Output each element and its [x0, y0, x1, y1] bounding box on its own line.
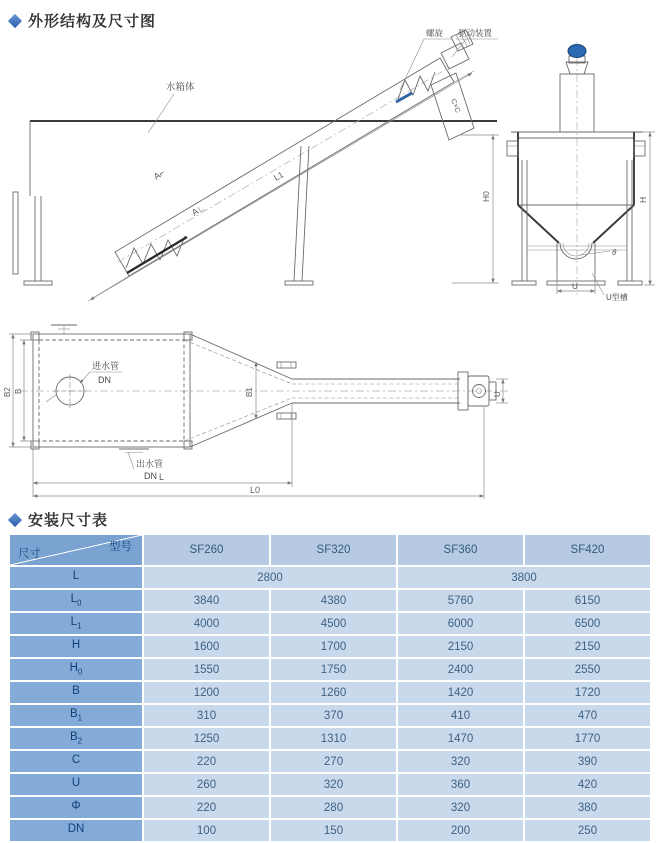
- table-cell: 280: [271, 797, 396, 818]
- row-label: $H_0$: [10, 659, 142, 680]
- row-label: H: [10, 636, 142, 657]
- row-label: $L_1$: [10, 613, 142, 634]
- table-row: [10, 705, 650, 726]
- column-header-sf420: SF420: [525, 535, 650, 565]
- chute-dim-label: C×C: [449, 98, 461, 114]
- theta-label: θ: [612, 248, 617, 257]
- corner-dim-label: 尺寸: [18, 548, 41, 560]
- table-cell: 470: [525, 705, 650, 726]
- middle-foot-plate: [285, 281, 313, 285]
- dim-h0: [452, 135, 499, 283]
- table-cell: 220: [144, 751, 269, 772]
- plan-view: [3, 325, 508, 499]
- b-label: B: [14, 388, 23, 394]
- row-label: $B_1$: [10, 705, 142, 726]
- table-cell: 2550: [525, 659, 650, 680]
- column-header-sf260: SF260: [144, 535, 269, 565]
- section-mark-a1: A⌐: [151, 167, 167, 182]
- l0-label: L0: [250, 485, 261, 495]
- table-row: [10, 682, 650, 703]
- table-cell: 2800: [144, 567, 396, 588]
- column-header-sf360: SF360: [398, 535, 523, 565]
- table-cell: 2150: [525, 636, 650, 657]
- l-label: L: [159, 472, 165, 482]
- dim-u-front: [557, 266, 595, 294]
- table-cell: 320: [398, 797, 523, 818]
- outlet-dn-label: DN: [144, 471, 157, 481]
- tank-body-label: 水箱体: [166, 82, 195, 93]
- table-cell: 250: [525, 820, 650, 841]
- drive-label: 驱动装置: [458, 28, 493, 38]
- h-label: H: [638, 196, 648, 203]
- table-cell: 360: [398, 774, 523, 795]
- dim-h: [638, 132, 655, 285]
- table-row: [10, 751, 650, 772]
- h0-label: H0: [481, 191, 491, 202]
- table-cell: 4000: [144, 613, 269, 634]
- side-view: [13, 28, 499, 301]
- section-title-text: 安装尺寸表: [28, 512, 109, 529]
- dim-b1: [245, 362, 256, 419]
- diamond-bullet-icon: [8, 13, 22, 27]
- section-mark-a2: A∟: [189, 201, 208, 218]
- table-cell: 1250: [144, 728, 269, 749]
- u-trough: [547, 243, 605, 285]
- screw-label: 螺旋: [426, 28, 444, 38]
- tank-plan: [33, 334, 190, 447]
- table-cell: 6150: [525, 590, 650, 611]
- motor-cap: [568, 45, 586, 58]
- section-title-text: 外形结构及尺寸图: [28, 13, 157, 30]
- dim-l: [33, 403, 292, 497]
- table-cell: 1550: [144, 659, 269, 680]
- table-cell: 6500: [525, 613, 650, 634]
- table-header-row: [10, 535, 650, 565]
- table-cell: 1720: [525, 682, 650, 703]
- outlet-label: 出水管: [136, 459, 164, 469]
- u-plan-label: U: [493, 391, 502, 397]
- table-cell: 200: [398, 820, 523, 841]
- dim-b: [14, 340, 38, 441]
- table-cell: 270: [271, 751, 396, 772]
- row-label: $B_2$: [10, 728, 142, 749]
- table-cell: 380: [525, 797, 650, 818]
- table-cell: 1770: [525, 728, 650, 749]
- diamond-bullet-icon: [8, 512, 22, 526]
- table-cell: 1310: [271, 728, 396, 749]
- table-cell: 390: [525, 751, 650, 772]
- table-cell: 5760: [398, 590, 523, 611]
- table-cell: 150: [271, 820, 396, 841]
- section-title-table: [10, 509, 108, 530]
- row-label: Φ: [10, 797, 142, 818]
- table-cell: 370: [271, 705, 396, 726]
- table-row: [10, 797, 650, 818]
- row-label: $L_0$: [10, 590, 142, 611]
- table-cell: 310: [144, 705, 269, 726]
- table-cell: 320: [398, 751, 523, 772]
- dim-l0: [33, 407, 484, 499]
- corner-model-label: 型号: [109, 541, 132, 553]
- table-cell: 1600: [144, 636, 269, 657]
- table-cell: 4380: [271, 590, 396, 611]
- table-row: [10, 774, 650, 795]
- dim-l1: [88, 71, 474, 301]
- installation-dimension-table: [8, 533, 652, 843]
- l1-label: L1: [271, 169, 286, 183]
- table-cell: 3840: [144, 590, 269, 611]
- row-label: L: [10, 567, 142, 588]
- u-trough-label: U型槽: [606, 293, 628, 302]
- table-cell: 260: [144, 774, 269, 795]
- table-cell: 1260: [271, 682, 396, 703]
- u-front-label: U: [572, 282, 578, 291]
- table-cell: 1750: [271, 659, 396, 680]
- table-row: [10, 659, 650, 680]
- table-cell: 1420: [398, 682, 523, 703]
- corner-header-cell: [10, 535, 142, 565]
- table-cell: 410: [398, 705, 523, 726]
- table-cell: 1470: [398, 728, 523, 749]
- left-foot-plate: [24, 281, 52, 285]
- table-cell: 220: [144, 797, 269, 818]
- table-row: [10, 590, 650, 611]
- inlet-dn-label: DN: [98, 375, 111, 385]
- row-label: C: [10, 751, 142, 772]
- dimension-drawing: [0, 28, 660, 510]
- table-row: [10, 613, 650, 634]
- table-cell: 2150: [398, 636, 523, 657]
- table-cell: 1200: [144, 682, 269, 703]
- row-label: DN: [10, 820, 142, 841]
- table-cell: 320: [271, 774, 396, 795]
- table-cell: 1700: [271, 636, 396, 657]
- row-label: U: [10, 774, 142, 795]
- b1-label: B1: [245, 387, 254, 397]
- inlet-label: 进水管: [92, 361, 120, 371]
- end-view: [507, 42, 655, 302]
- row-label: B: [10, 682, 142, 703]
- table-row: [10, 728, 650, 749]
- table-cell: 3800: [398, 567, 650, 588]
- table-row: [10, 567, 650, 588]
- table-cell: 4500: [271, 613, 396, 634]
- b2-label: B2: [3, 387, 12, 397]
- table-cell: 100: [144, 820, 269, 841]
- table-cell: 420: [525, 774, 650, 795]
- table-row: [10, 636, 650, 657]
- table-cell: 2400: [398, 659, 523, 680]
- table-cell: 6000: [398, 613, 523, 634]
- column-header-sf320: SF320: [271, 535, 396, 565]
- table-row: [10, 820, 650, 841]
- screw-spiral-upper: [398, 72, 435, 99]
